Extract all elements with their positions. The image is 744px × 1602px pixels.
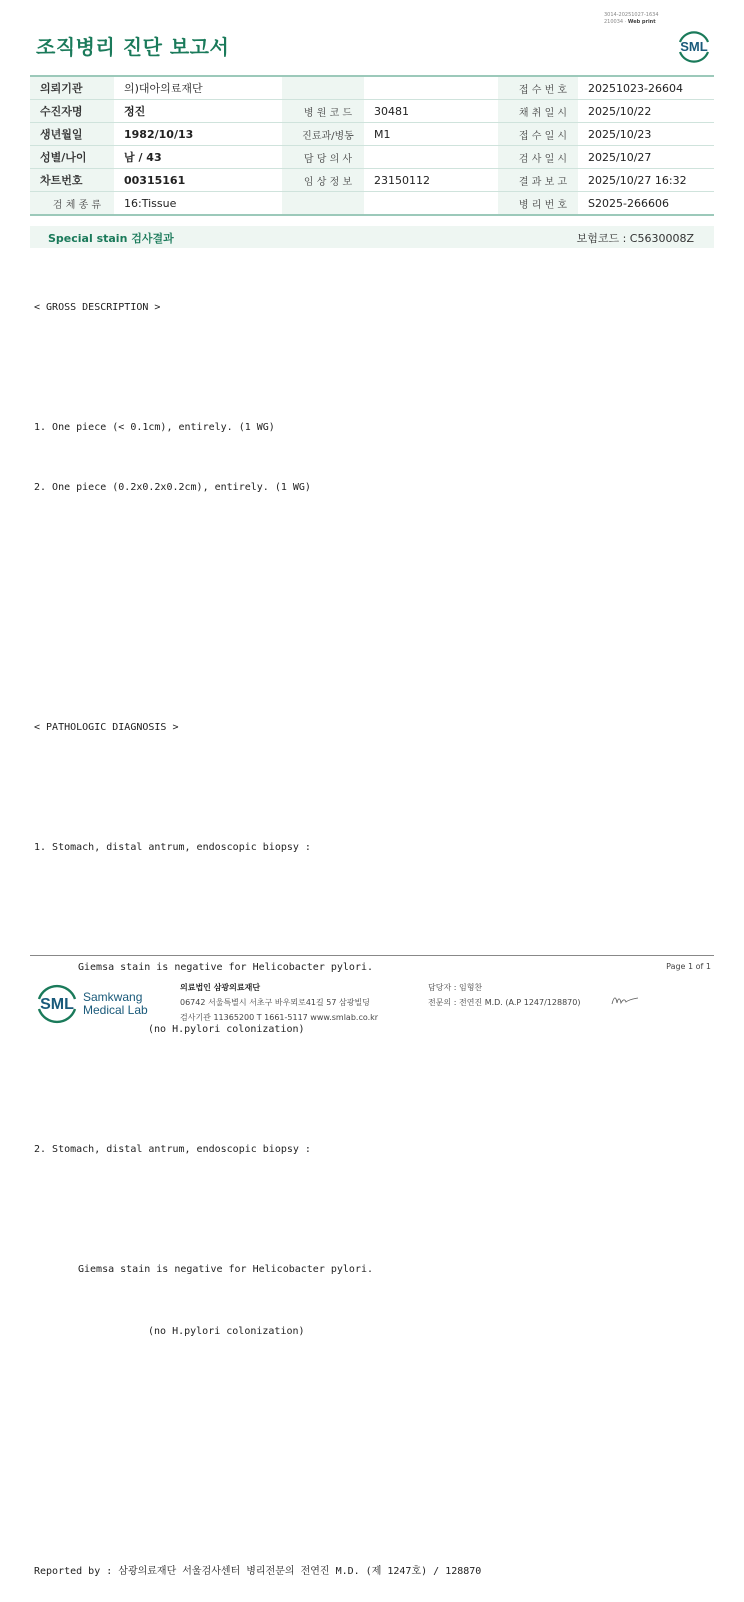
pathology-header: < PATHOLOGIC DIAGNOSIS > [34,722,179,733]
info-row [30,76,714,100]
info-value [364,76,498,100]
info-value: M1 [364,123,498,146]
print-meta-line2: 210034 · Web print [604,19,656,25]
info-label: 병 원 코 드 [282,100,364,123]
diagnosis-2-note: (no H.pylori colonization) [148,1326,305,1337]
footer-specialist: 전문의 : 전연진 M.D. (A.P 1247/128870) [428,998,581,1007]
info-value: 남 / 43 [114,146,282,169]
sml-logo [674,26,714,66]
print-meta [604,12,659,26]
samkwang-logo [36,980,156,1026]
diagnosis-2-result: Giemsa stain is negative for Helicobacter pylori. [78,1264,374,1275]
signature-image [610,994,640,1008]
footer-staff: 담당자 : 임형찬 [428,983,483,992]
info-label [282,76,364,100]
info-row [30,146,714,169]
info-label: 진료과/병동 [282,123,364,146]
gross-item-1: 1. One piece (< 0.1cm), entirely. (1 WG) [34,422,275,433]
footer-address: 06742 서울특별시 서초구 바우뫼로41길 57 삼광빌딩 [180,998,370,1007]
info-value: 2025/10/23 [578,123,714,146]
info-value [364,146,498,169]
info-row [30,192,714,216]
info-label: 접 수 번 호 [498,76,578,100]
info-label: 수진자명 [30,100,114,123]
info-label: 검 체 종 류 [30,192,114,216]
diagnosis-2-site: 2. Stomach, distal antrum, endoscopic biopsy : [34,1144,311,1155]
footer-contact: 검사기관 11365200 T 1661-5117 www.smlab.co.kr [180,1013,379,1022]
info-label [282,192,364,216]
insurance-code: 보험코드 : C5630008Z [576,232,694,245]
sml-logo-text: SML [680,39,708,54]
footer-staff-info [428,980,580,1010]
info-label: 생년월일 [30,123,114,146]
info-label: 차트번호 [30,169,114,192]
print-meta-line1: 3014-20251027-1634 [604,12,659,18]
info-row [30,169,714,192]
info-value: 20251023-26604 [578,76,714,100]
report-body [34,258,714,1602]
info-value: 00315161 [114,169,282,192]
info-value: 23150112 [364,169,498,192]
info-label: 임 상 정 보 [282,169,364,192]
samkwang-logo-name2: Medical Lab [83,1003,148,1017]
footer-org-name: 의료법인 삼광의료재단 [180,983,261,992]
info-value: 2025/10/27 16:32 [578,169,714,192]
diagnosis-1-result: Giemsa stain is negative for Helicobacter pylori. [78,962,374,973]
info-label: 접 수 일 시 [498,123,578,146]
footer-org-info [180,980,378,1025]
footer-divider [30,955,714,956]
info-value: 의)대아의료재단 [114,76,282,100]
gross-header: < GROSS DESCRIPTION > [34,302,161,313]
samkwang-logo-mark: SML [40,996,74,1013]
info-label: 의뢰기관 [30,76,114,100]
info-value: 30481 [364,100,498,123]
info-value: 16:Tissue [114,192,282,216]
info-value: 2025/10/27 [578,146,714,169]
page-title: 조직병리 진단 보고서 [36,35,230,59]
info-label: 결 과 보 고 [498,169,578,192]
info-value: 2025/10/22 [578,100,714,123]
page-number: Page 1 of 1 [666,962,711,971]
diagnosis-1-site: 1. Stomach, distal antrum, endoscopic biopsy : [34,842,311,853]
info-value [364,192,498,216]
patient-info-table [30,75,714,216]
info-label: 병 리 번 호 [498,192,578,216]
info-value: 정진 [114,100,282,123]
info-row [30,100,714,123]
diagnosis-1-note: (no H.pylori colonization) [148,1024,305,1035]
info-label: 성별/나이 [30,146,114,169]
info-label: 검 사 일 시 [498,146,578,169]
info-label: 담 당 의 사 [282,146,364,169]
gross-item-2: 2. One piece (0.2x0.2x0.2cm), entirely. (1 WG) [34,482,311,493]
info-value: 1982/10/13 [114,123,282,146]
samkwang-logo-name1: Samkwang [83,990,143,1004]
info-label: 채 취 일 시 [498,100,578,123]
section-title: Special stain 검사결과 [48,232,174,245]
info-row [30,123,714,146]
info-value: S2025-266606 [578,192,714,216]
section-header [30,226,714,248]
reported-by: Reported by : 삼광의료재단 서울검사센터 병리전문의 전연진 M.D. (제 1247호) / 128870 [34,1566,482,1577]
